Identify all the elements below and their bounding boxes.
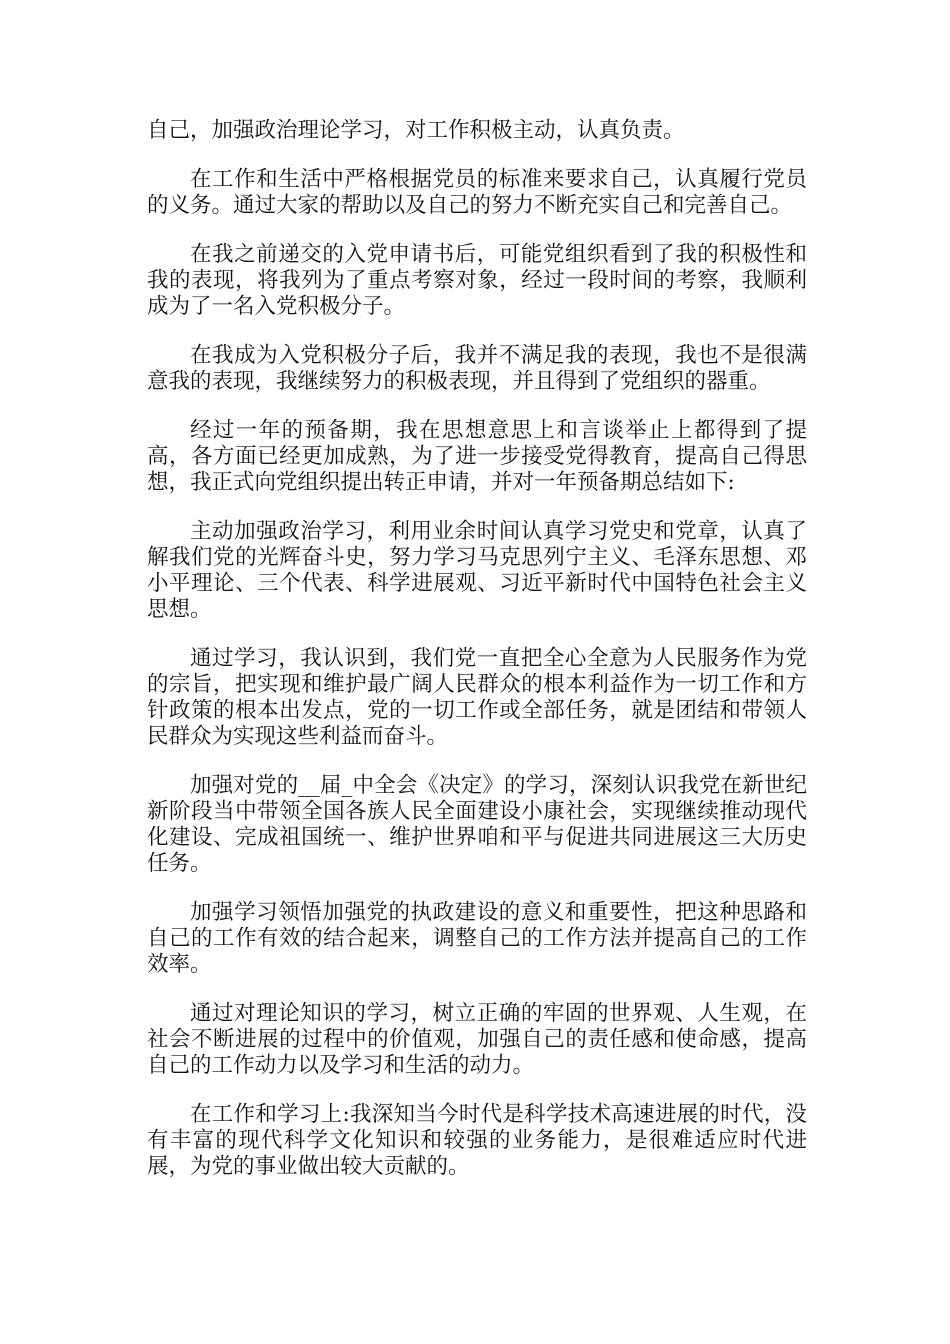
paragraph-3: 在我之前递交的入党申请书后，可能党组织看到了我的积极性和我的表现，将我列为了重点考察对象，经过一段时间的考察，我顺利成为了一名入党积极分子。	[147, 242, 807, 319]
paragraph-6: 主动加强政治学习，利用业余时间认真学习党史和党章，认真了解我们党的光辉奋斗史，努力学习马克思列宁主义、毛泽东思想、邓小平理论、三个代表、科学进展观、习近平新时代中国特色社会主义思想。	[147, 519, 807, 622]
document-body	[147, 118, 807, 1203]
paragraph-11: 在工作和学习上:我深知当今时代是科学技术高速进展的时代，没有丰富的现代科学文化知识和较强的业务能力，是很难适应时代进展，为党的事业做出较大贡献的。	[147, 1102, 807, 1179]
paragraph-7: 通过学习，我认识到，我们党一直把全心全意为人民服务作为党的宗旨，把实现和维护最广阔人民群众的根本利益作为一切工作和方针政策的根本出发点，党的一切工作或全部任务，就是团结和带领人民群众为实现这些利益而奋斗。	[147, 646, 807, 749]
paragraph-9: 加强学习领悟加强党的执政建设的意义和重要性，把这种思路和自己的工作有效的结合起来，调整自己的工作方法并提高自己的工作效率。	[147, 900, 807, 977]
paragraph-2: 在工作和生活中严格根据党员的标准来要求自己，认真履行党员的义务。通过大家的帮助以及自己的努力不断充实自己和完善自己。	[147, 167, 807, 218]
paragraph-1: 自己，加强政治理论学习，对工作积极主动，认真负责。	[147, 118, 685, 143]
paragraph-8: 加强对党的__届_中全会《决定》的学习，深刻认识我党在新世纪新阶段当中带领全国各族人民全面建设小康社会，实现继续推动现代化建设、完成祖国统一、维护世界咱和平与促进共同进展这三大历史任务。	[147, 773, 807, 876]
paragraph-5: 经过一年的预备期，我在思想意思上和言谈举止上都得到了提高，各方面已经更加成熟，为了进一步接受党得教育，提高自己得思想，我正式向党组织提出转正申请，并对一年预备期总结如下:	[147, 418, 807, 495]
paragraph-10: 通过对理论知识的学习，树立正确的牢固的世界观、人生观，在社会不断进展的过程中的价值观，加强自己的责任感和使命感，提高自己的工作动力以及学习和生活的动力。	[147, 1001, 807, 1078]
paragraph-4: 在我成为入党积极分子后，我并不满足我的表现，我也不是很满意我的表现，我继续努力的积极表现，并且得到了党组织的器重。	[147, 343, 807, 394]
